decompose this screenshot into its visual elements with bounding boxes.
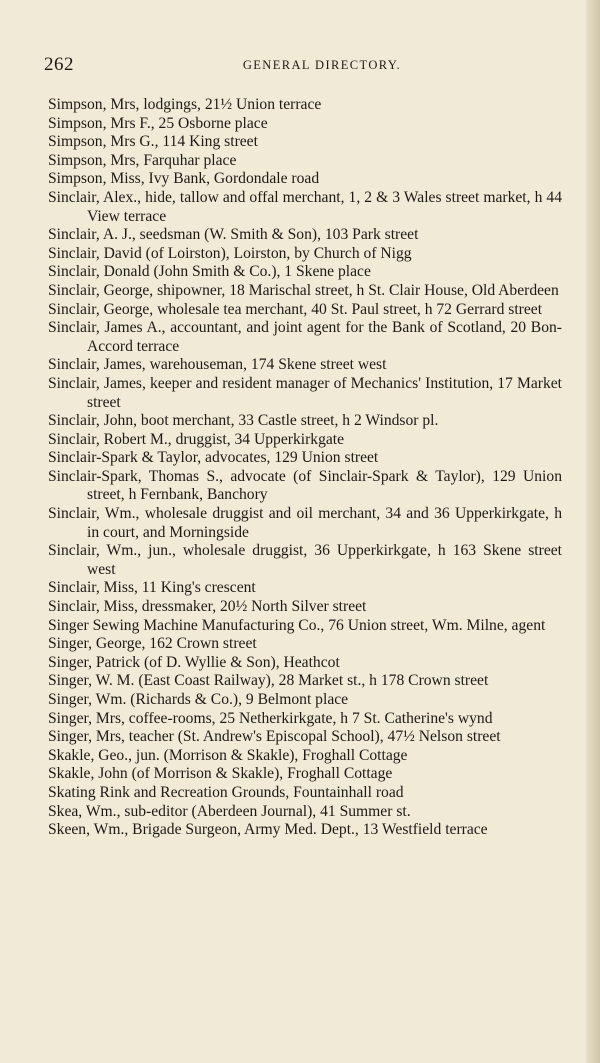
- directory-entry: Sinclair, James, warehouseman, 174 Skene street west: [48, 356, 387, 374]
- page-edge: [586, 0, 600, 1063]
- directory-entry: Singer, George, 162 Crown street: [48, 635, 257, 653]
- directory-entry: Sinclair, James, keeper and resident manager of Mechanics' Institution, 17 Market street: [48, 374, 562, 411]
- directory-entry: Sinclair, Miss, 11 King's crescent: [48, 579, 256, 597]
- running-head: GENERAL DIRECTORY.: [242, 58, 402, 72]
- directory-entry: Simpson, Mrs F., 25 Osborne place: [48, 114, 268, 132]
- directory-entry: Sinclair, John, boot merchant, 33 Castle street, h 2 Windsor pl.: [48, 412, 439, 430]
- directory-entry: Skakle, John (of Morrison & Skakle), Froghall Cottage: [48, 765, 393, 783]
- directory-entry: Singer, W. M. (East Coast Railway), 28 Market st., h 178 Crown street: [48, 672, 489, 690]
- directory-entry: Skea, Wm., sub-editor (Aberdeen Journal), 41 Summer st.: [48, 802, 411, 820]
- page-header: [44, 54, 564, 78]
- directory-entries: [48, 96, 562, 840]
- directory-entry: Sinclair, Wm., wholesale druggist and oil merchant, 34 and 36 Upperkirkgate, h in court, and Morningside: [48, 505, 562, 541]
- directory-entry: Sinclair, Miss, dressmaker, 20½ North Silver street: [48, 598, 367, 616]
- directory-entry: Sinclair, George, shipowner, 18 Marischal street, h St. Clair House, Old Aberdeen: [48, 281, 559, 299]
- directory-entry: Skating Rink and Recreation Grounds, Fountainhall road: [48, 783, 404, 801]
- directory-entry: Singer, Mrs, teacher (St. Andrew's Episcopal School), 47½ Nelson street: [48, 728, 501, 746]
- directory-entry: Singer, Patrick (of D. Wyllie & Son), Heathcot: [48, 653, 340, 671]
- directory-entry: Sinclair, James A., accountant, and joint agent for the Bank of Scotland, 20 Bon-Accord terrace: [48, 319, 562, 355]
- page-number: 262: [44, 54, 74, 75]
- directory-entry: Simpson, Mrs, lodgings, 21½ Union terrace: [48, 96, 322, 113]
- directory-entry: Sinclair, Wm., jun., wholesale druggist, 36 Upperkirkgate, h 163 Skene street west: [48, 542, 562, 578]
- directory-entry: Simpson, Mrs, Farquhar place: [48, 151, 237, 169]
- directory-entry: Skeen, Wm., Brigade Surgeon, Army Med. Dept., 13 Westfield terrace: [48, 821, 488, 839]
- directory-entry: Sinclair, Robert M., druggist, 34 Upperkirkgate: [48, 430, 345, 448]
- directory-entry: Skakle, Geo., jun. (Morrison & Skakle), Froghall Cottage: [48, 746, 408, 764]
- directory-entry: Sinclair, George, wholesale tea merchant, 40 St. Paul street, h 72 Gerrard street: [48, 300, 543, 318]
- directory-entry: Simpson, Mrs G., 114 King street: [48, 133, 258, 151]
- directory-entry: Sinclair, Donald (John Smith & Co.), 1 Skene place: [48, 263, 371, 281]
- directory-entry: Sinclair-Spark, Thomas S., advocate (of Sinclair-Spark & Taylor), 129 Union street, h Fernbank, Banchory: [48, 467, 562, 504]
- directory-entry: Singer, Wm. (Richards & Co.), 9 Belmont place: [48, 691, 349, 708]
- directory-entry: Sinclair, Alex., hide, tallow and offal merchant, 1, 2 & 3 Wales street market, h 44 View terrace: [48, 188, 562, 225]
- directory-entry: Simpson, Miss, Ivy Bank, Gordondale road: [48, 170, 320, 188]
- directory-entry: Sinclair-Spark & Taylor, advocates, 129 Union street: [48, 449, 379, 467]
- directory-entry: Sinclair, A. J., seedsman (W. Smith & Son), 103 Park street: [48, 226, 419, 244]
- directory-entry: Sinclair, David (of Loirston), Loirston, by Church of Nigg: [48, 244, 412, 262]
- directory-entry: Singer Sewing Machine Manufacturing Co., 76 Union street, Wm. Milne, agent: [48, 616, 546, 634]
- directory-entry: Singer, Mrs, coffee-rooms, 25 Netherkirkgate, h 7 St. Catherine's wynd: [48, 709, 493, 727]
